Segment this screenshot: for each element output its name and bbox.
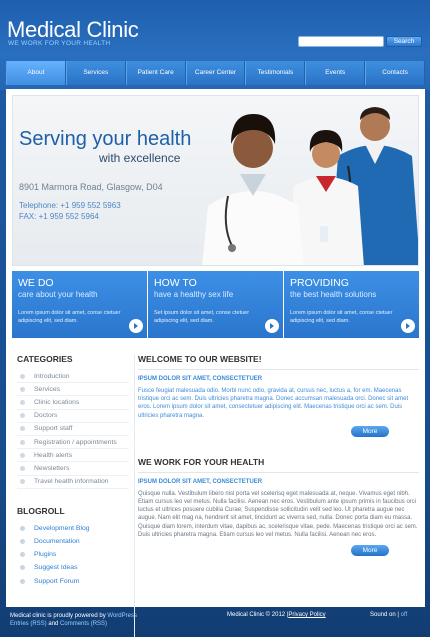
promo-we-do[interactable] — [12, 271, 147, 338]
copyright-text: Medical Clinic © 2012 | — [227, 612, 289, 618]
hero-banner — [12, 95, 419, 266]
blogroll-item[interactable] — [17, 574, 129, 587]
welcome-body: Fusce feugiat malesuada odio. Morbi nunc odio, gravida at, cursus nec, luctus a, for em. Maecenas tristique orci ac sem. Duis ultricies pharetra magna. Donec accumsan malesuada orci. Donec sit amet eros. Lorem ipsum dolor sit amet, consectetuer adipiscing elit. Maecenas tristique orci ac sem. Duis ultricies pharetra magna. — [138, 388, 409, 419]
nav-about[interactable]: About — [6, 61, 66, 85]
promo-subtitle: care about your health — [18, 290, 98, 299]
bullet-icon — [20, 552, 25, 557]
category-item[interactable] — [17, 423, 129, 436]
hero-address: 8901 Marmora Road, Glasgow, D04 — [19, 182, 163, 192]
nav-career-center[interactable]: Career Center — [186, 61, 246, 85]
blogroll-link[interactable]: Support Forum — [34, 577, 80, 585]
blogroll-item[interactable] — [17, 522, 129, 535]
category-label: Health alerts — [34, 451, 73, 459]
promo-subtitle: have a healthy sex life — [154, 290, 234, 299]
welcome-subtitle: IPSUM DOLOR SIT AMET, CONSECTETUER — [138, 376, 263, 382]
bullet-icon — [20, 579, 25, 584]
footer-powered-text: Medical clinic is proudly powered by — [10, 613, 106, 619]
category-item[interactable] — [17, 436, 129, 449]
main-content — [138, 354, 419, 556]
sound-toggle — [370, 612, 407, 618]
category-item[interactable] — [17, 383, 129, 396]
category-label: Introduction — [34, 372, 70, 380]
blogroll-link[interactable]: Development Blog — [34, 524, 90, 532]
nav-patient-care[interactable]: Patient Care — [126, 61, 186, 85]
main-navigation — [6, 61, 425, 85]
category-label: Services — [34, 385, 61, 393]
blogroll-item[interactable] — [17, 535, 129, 548]
column-divider — [134, 354, 135, 637]
bullet-icon — [20, 539, 25, 544]
hero-fax: FAX: +1 959 552 5964 — [19, 212, 99, 221]
category-label: Doctors — [34, 412, 58, 420]
nav-testimonials[interactable]: Testimonials — [245, 61, 305, 85]
promo-text: Lorem ipsum dolor sit amet, conse ctetuer adipiscing elit, sed diam. — [18, 310, 121, 324]
bullet-icon — [20, 565, 25, 570]
bullet-icon — [20, 374, 25, 379]
hero-subtitle: with excellence — [99, 151, 181, 165]
doctors-photo — [198, 96, 419, 266]
footer-and-text: and — [48, 621, 59, 627]
blogroll-list — [17, 522, 129, 588]
footer — [6, 607, 425, 637]
category-label: Newsletters — [34, 464, 70, 472]
welcome-more-button[interactable]: More — [351, 426, 389, 437]
category-item[interactable] — [17, 410, 129, 423]
bullet-icon — [20, 400, 25, 405]
category-label: Support staff — [34, 425, 73, 433]
promo-title: HOW TO — [154, 277, 197, 289]
categories-list — [17, 370, 129, 489]
site-title[interactable]: Medical Clinic — [7, 17, 139, 42]
sound-on-toggle[interactable]: Sound on — [370, 612, 396, 618]
hero-title: Serving your health — [19, 128, 192, 150]
promo-title: PROVIDING — [290, 277, 349, 289]
page-content — [6, 89, 425, 607]
category-item[interactable] — [17, 396, 129, 409]
sidebar — [17, 354, 129, 588]
entries-rss-link[interactable]: Entries (RSS) — [10, 621, 47, 627]
search-button[interactable]: Search — [386, 36, 422, 47]
hero-phone: Telephone: +1 959 552 5963 — [19, 201, 121, 210]
nav-events[interactable]: Events — [305, 61, 365, 85]
blogroll-link[interactable]: Documentation — [34, 537, 80, 545]
bullet-icon — [20, 466, 25, 471]
arrow-right-icon[interactable] — [265, 319, 279, 333]
arrow-right-icon[interactable] — [129, 319, 143, 333]
blogroll-link[interactable]: Suggest Ideas — [34, 564, 78, 572]
wordpress-link[interactable]: WordPress — [107, 613, 137, 619]
work-more-button[interactable]: More — [351, 545, 389, 556]
blogroll-item[interactable] — [17, 548, 129, 561]
categories-heading: CATEGORIES — [17, 354, 73, 364]
welcome-title: WELCOME TO OUR WEBSITE! — [138, 354, 419, 370]
blogroll-item[interactable] — [17, 561, 129, 574]
blogroll-heading: BLOGROLL — [17, 505, 65, 516]
site-tagline: WE WORK FOR YOUR HEALTH — [8, 40, 111, 47]
blogroll-link[interactable]: Plugins — [34, 551, 57, 559]
footer-copyright — [227, 612, 326, 618]
arrow-right-icon[interactable] — [401, 319, 415, 333]
search-input[interactable] — [298, 36, 384, 47]
promo-how-to[interactable] — [148, 271, 283, 338]
work-title: WE WORK FOR YOUR HEALTH — [138, 457, 419, 473]
category-label: Registration / appointments — [34, 438, 117, 446]
privacy-policy-link[interactable]: Privacy Policy — [288, 612, 326, 618]
bullet-icon — [20, 413, 25, 418]
bullet-icon — [20, 526, 25, 531]
nav-services[interactable]: Services — [66, 61, 126, 85]
promo-text: Lorem ipsum dolor sit amet, conse ctetuer adipiscing elit, sed diam. — [290, 310, 393, 324]
sound-separator: | — [397, 612, 399, 618]
footer-credits — [10, 612, 180, 628]
comments-rss-link[interactable]: Comments (RSS) — [60, 621, 108, 627]
bullet-icon — [20, 479, 25, 484]
work-subtitle: IPSUM DOLOR SIT AMET, CONSECTETUER — [138, 478, 263, 485]
category-item[interactable] — [17, 462, 129, 475]
promo-text: Set ipsum dolor sit amet, conse ctetuer adipiscing elit, sed diam. — [154, 310, 250, 324]
category-item[interactable] — [17, 476, 129, 489]
category-item[interactable] — [17, 370, 129, 383]
bullet-icon — [20, 440, 25, 445]
work-body: Quisque nulla. Vestibulum libero nisl porta vel scelerisq eget malesuada at, neque. Vivamus eget nibh. Etiam cursus leo vel metus. Nulla facilisi. Aenean nec eros. Vestibulum ante ipsum primis in faucibus orci luctus et ultrices posuere cubilia Curae; Suspendisse sollicitudin velit sed leo. Ut pharetra augue nec augue. Nam elit mag na, hendrerit sit amet, tincidunt ac viverra sed, nulla. Donec porta diam eu massa. Quisque diam lorem, interdum vitae, dapibus ac, scelerisque vitae, pede. Maecenas tristique orci ac sem. Duis ultricies pharetra magna. Etiam cursus leo vel metus. Nulla facilisi. Aenean nec eros. — [138, 490, 418, 538]
promo-title: WE DO — [18, 277, 54, 289]
nav-contacts[interactable]: Contacts — [365, 61, 425, 85]
promo-subtitle: the best health solutions — [290, 290, 377, 299]
category-label: Travel health information — [34, 478, 109, 486]
bullet-icon — [20, 426, 25, 431]
category-item[interactable] — [17, 449, 129, 462]
bullet-icon — [20, 387, 25, 392]
category-label: Clinic locations — [34, 398, 80, 406]
sound-off-toggle[interactable]: off — [400, 612, 408, 618]
bullet-icon — [20, 453, 25, 458]
promo-row — [12, 271, 419, 338]
promo-providing[interactable] — [284, 271, 419, 338]
